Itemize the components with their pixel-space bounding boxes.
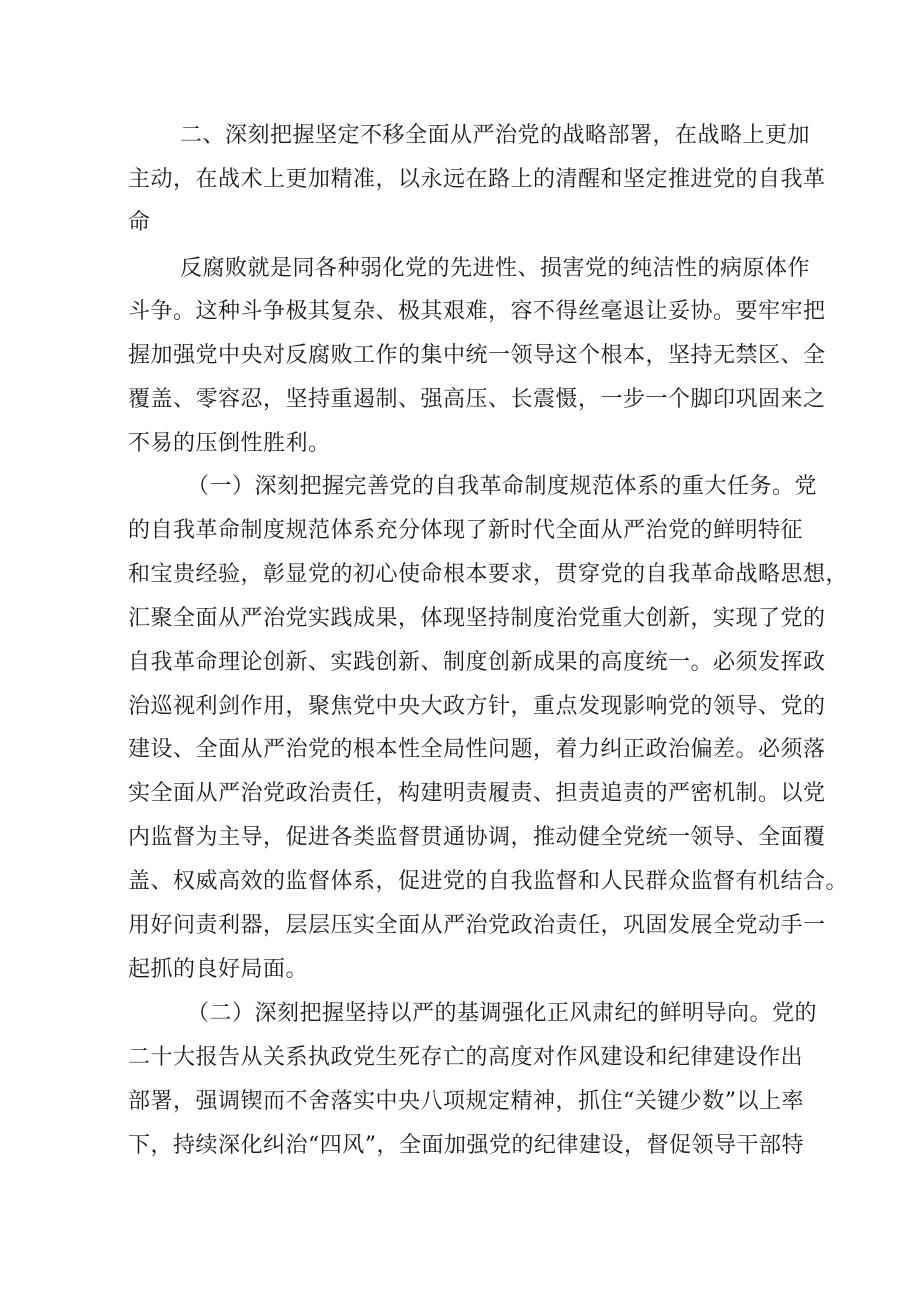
paragraph-line: 覆盖、零容忍，坚持重遏制、强高压、长震慑，一步一个脚印巩固来之 <box>128 387 826 412</box>
paragraph-line: 握加强党中央对反腐败工作的集中统一领导这个根本，坚持无禁区、全 <box>128 343 826 368</box>
paragraph-line: 汇聚全面从严治党实践成果，体现坚持制度治党重大创新，实现了党的 <box>128 606 826 631</box>
paragraph-line: 建设、全面从严治党的根本性全局性问题，着力纠正政治偏差。必须落 <box>128 737 826 762</box>
paragraph-line: 用好问责利器，层层压实全面从严治党政治责任，巩固发展全党动手一 <box>128 913 826 938</box>
paragraph-line: 的自我革命制度规范体系充分体现了新时代全面从严治党的鲜明特征 <box>128 518 804 543</box>
heading-line: 命 <box>128 210 151 235</box>
paragraph-line: 二十大报告从关系执政党生死存亡的高度对作风建设和纪律建设作出 <box>128 1045 804 1070</box>
paragraph-line: 和宝贵经验，彰显党的初心使命根本要求，贯穿党的自我革命战略思想， <box>128 562 849 587</box>
paragraph-line: 自我革命理论创新、实践创新、制度创新成果的高度统一。必须发挥政 <box>128 650 826 675</box>
heading-line: 二、深刻把握坚定不移全面从严治党的战略部署，在战略上更加 <box>180 123 811 148</box>
paragraph-line: 部署，强调锲而不舍落实中央八项规定精神，抓住“关键少数”以上率 <box>128 1089 804 1114</box>
paragraph-line: 下，持续深化纠治“四风”，全面加强党的纪律建设，督促领导干部特 <box>128 1133 804 1158</box>
paragraph-line: 实全面从严治党政治责任，构建明责履责、担责追责的严密机制。以党 <box>128 781 826 806</box>
paragraph-line: 内监督为主导，促进各类监督贯通协调，推动健全党统一领导、全面覆 <box>128 825 826 850</box>
paragraph-line: （一）深刻把握完善党的自我革命制度规范体系的重大任务。党 <box>187 474 818 499</box>
paragraph-line: 反腐败就是同各种弱化党的先进性、损害党的纯洁性的病原体作 <box>180 256 811 281</box>
heading-line: 主动，在战术上更加精准，以永远在路上的清醒和坚定推进党的自我革 <box>128 167 826 192</box>
paragraph-line: 起抓的良好局面。 <box>128 957 309 982</box>
paragraph-line: 盖、权威高效的监督体系，促进党的自我监督和人民群众监督有机结合。 <box>128 869 849 894</box>
paragraph-line: （二）深刻把握坚持以严的基调强化正风肃纪的鲜明导向。党的 <box>187 1001 818 1026</box>
paragraph-line: 不易的压倒性胜利。 <box>128 431 331 456</box>
paragraph-line: 治巡视利剑作用，聚焦党中央大政方针，重点发现影响党的领导、党的 <box>128 694 826 719</box>
paragraph-line: 斗争。这种斗争极其复杂、极其艰难，容不得丝毫退让妥协。要牢牢把 <box>128 299 826 324</box>
